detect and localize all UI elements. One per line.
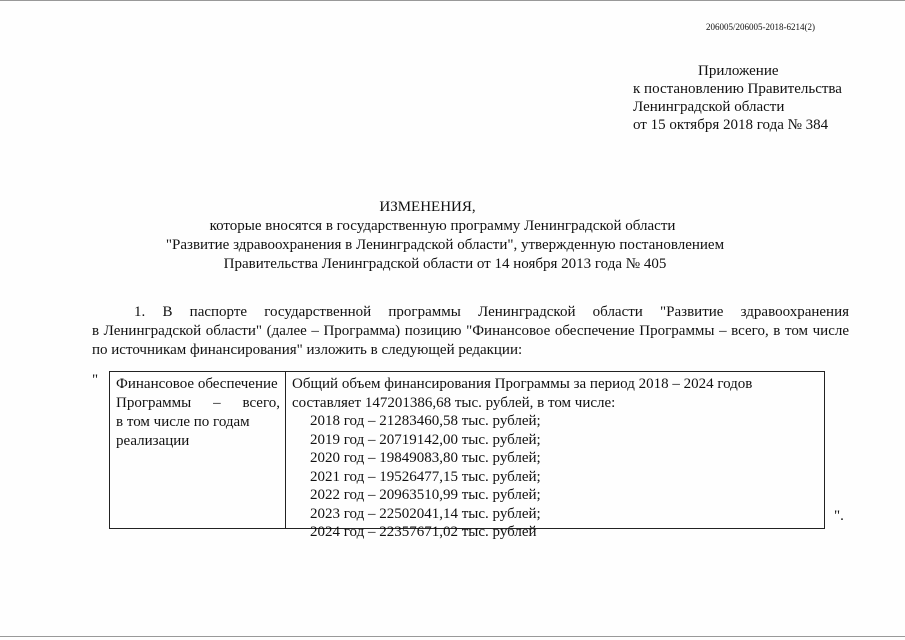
appendix-line: к постановлению Правительства bbox=[633, 81, 842, 97]
appendix-block bbox=[633, 62, 842, 134]
table-value-cell bbox=[286, 372, 824, 540]
label-word: всего, bbox=[242, 395, 280, 411]
label-line: в том числе по годам bbox=[116, 414, 250, 430]
quote-close: ". bbox=[834, 508, 844, 524]
document-title bbox=[0, 198, 905, 274]
document-id: 206005/206005-2018-6214(2) bbox=[706, 22, 815, 32]
label-line: реализации bbox=[116, 433, 190, 449]
year-row: 2022 год – 20963510,99 тыс. рублей; bbox=[310, 487, 541, 503]
title-line: "Развитие здравоохранения в Ленинградской области", утвержденную постановлением bbox=[165, 237, 725, 253]
appendix-line: Ленинградской области bbox=[633, 99, 785, 115]
year-row: 2021 год – 19526477,15 тыс. рублей; bbox=[310, 468, 541, 485]
scan-edge-top bbox=[0, 0, 905, 1]
financing-table bbox=[109, 371, 825, 540]
appendix-line: Приложение bbox=[698, 63, 779, 79]
value-intro-line: Общий объем финансирования Программы за период 2018 – 2024 годов bbox=[292, 376, 753, 392]
label-line bbox=[116, 394, 280, 413]
year-row: 2020 год – 19849083,80 тыс. рублей; bbox=[310, 450, 541, 466]
value-intro-line: составляет 147201386,68 тыс. рублей, в том числе: bbox=[292, 394, 616, 411]
paragraph-1 bbox=[92, 303, 849, 360]
label-line: Финансовое обеспечение bbox=[116, 376, 278, 392]
scan-edge-bottom bbox=[0, 636, 905, 637]
year-row: 2019 год – 20719142,00 тыс. рублей; bbox=[310, 431, 541, 448]
label-word: Программы bbox=[116, 395, 192, 411]
quote-open: " bbox=[92, 372, 99, 388]
year-row: 2023 год – 22502041,14 тыс. рублей; bbox=[310, 505, 541, 522]
title-line: которые вносятся в государственную программу Ленинградской области bbox=[209, 218, 676, 234]
year-row: 2024 год – 22357671,02 тыс. рублей bbox=[310, 524, 537, 540]
table-label-cell bbox=[110, 372, 286, 528]
paragraph-rest: в Ленинградской области" (далее – Программа) позицию "Финансовое обеспечение Программы – всего, в том числе по источникам финансирования" изложить в следующей редакции: bbox=[92, 323, 849, 358]
title-heading: ИЗМЕНЕНИЯ, bbox=[379, 199, 476, 215]
year-row: 2018 год – 21283460,58 тыс. рублей; bbox=[310, 413, 541, 429]
appendix-line: от 15 октября 2018 года № 384 bbox=[633, 117, 829, 133]
label-word: – bbox=[213, 395, 221, 411]
paragraph-first-line: 1. В паспорте государственной программы Ленинградской области "Развитие здравоохранения bbox=[134, 304, 849, 320]
title-line: Правительства Ленинградской области от 14 ноября 2013 года № 405 bbox=[223, 256, 667, 272]
